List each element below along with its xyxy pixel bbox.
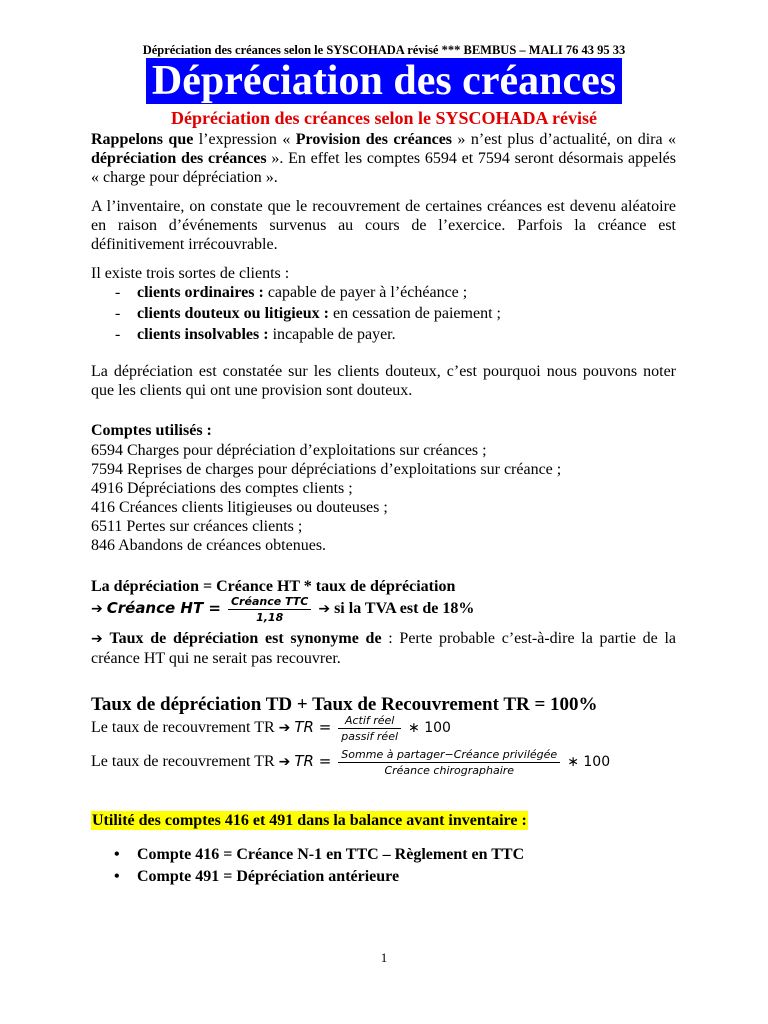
list-item [91,867,676,889]
taux-text: : Perte probable c’est-à-dire la partie de la créance HT qui ne serait pas recouvrer. [91,630,677,667]
account-code: 4916 [91,480,123,497]
bullet-marker: • [114,868,120,885]
account-row [91,498,676,517]
account-row [91,517,676,536]
intro-text-a: l’expression « [193,131,296,148]
page-subtitle: Dépréciation des créances selon le SYSCOHADA révisé [171,108,597,128]
creance-ttc-fraction [228,595,311,624]
tr-fraction-1 [338,714,401,743]
page-number: 1 [380,950,388,965]
taux-definition [91,629,676,668]
creance-ht-formula [91,595,676,627]
account-label: Pertes sur créances clients ; [126,518,303,535]
utilite-item-text: Compte 491 = Dépréciation antérieure [137,868,400,885]
right-arrow-icon: ➔ [278,754,291,771]
account-row [91,460,676,479]
creance-ht-lhs: Créance HT = [106,599,221,618]
intro-paragraph-2: A l’inventaire, on constate que le recouvrement de certaines créances est devenu aléatoire en raison d’événements survenus au cours de l’exercice. Parfois la créance est définitivement irrécouvrable. [91,198,676,253]
dash-marker: - [115,305,121,322]
accounts-heading: Comptes utilisés : [91,422,212,439]
clients-intro: Il existe trois sortes de clients : [91,265,290,282]
dash-marker: - [115,284,121,301]
account-code: 7594 [91,461,123,478]
right-arrow-icon: ➔ [91,631,103,647]
account-label: Créances clients litigieuses ou douteuses ; [119,499,388,516]
accounts-list [91,441,676,555]
tr-fraction-2 [338,748,560,777]
list-item [91,325,676,346]
client-type-label: clients douteux ou litigieux : [137,305,330,322]
list-item [91,283,676,304]
fraction-numerator: Somme à partager−Créance privilégée [341,748,558,761]
right-arrow-icon: ➔ [91,601,103,618]
utilite-list [91,845,676,889]
depreciation-formula: La dépréciation = Créance HT * taux de dépréciation [91,578,456,595]
page-title: Dépréciation des créances [146,58,622,104]
account-label: Abandons de créances obtenues. [118,537,327,554]
tr-lhs: TR = [294,718,332,737]
tr-label: Le taux de recouvrement TR [91,719,275,737]
client-type-text: en cessation de paiement ; [329,305,501,322]
account-label: Dépréciations des comptes clients ; [127,480,353,497]
account-code: 6594 [91,442,123,459]
client-type-text: incapable de payer. [268,326,396,343]
account-code: 846 [91,537,115,554]
title-wrapper [0,58,768,104]
tr-lhs: TR = [294,752,332,771]
account-code: 416 [91,499,115,516]
tr-formula-2 [91,748,676,782]
utilite-heading: Utilité des comptes 416 et 491 dans la balance avant inventaire : [92,812,527,829]
utilite-heading-row [91,811,676,830]
client-type-label: clients ordinaires : [137,284,264,301]
fraction-numerator: Créance TTC [230,595,309,608]
taux-label: Taux de dépréciation est synonyme de [109,630,382,647]
tr-label: Le taux de recouvrement TR [91,753,275,771]
intro-text-c: » n’est plus d’actualité, on dira « [452,131,677,148]
intro-text-e: ». En effet les comptes 6594 et 7594 seront désormais appelés « charge pour dépréciation ». [91,150,676,186]
running-header: Dépréciation des créances selon le SYSCOHADA révisé *** BEMBUS – MALI 76 43 95 33 [142,43,626,57]
account-row [91,536,676,555]
account-label: Reprises de charges pour dépréciations d’exploitations sur créance ; [127,461,562,478]
account-label: Charges pour dépréciation d’exploitations sur créances ; [127,442,487,459]
td-tr-heading: Taux de dépréciation TD + Taux de Recouvrement TR = 100% [91,694,598,715]
right-arrow-icon: ➔ [318,601,331,618]
intro-lead: Rappelons que [91,131,194,148]
intro-term-new: dépréciation des créances [91,150,267,167]
times-100: ∗ 100 [408,720,451,737]
dash-marker: - [115,326,121,343]
tva-note: si la TVA est de 18% [334,600,475,618]
client-type-text: capable de payer à l’échéance ; [263,284,468,301]
account-code: 6511 [91,518,123,535]
account-row [91,441,676,460]
list-item [91,845,676,867]
clients-note: La dépréciation est constatée sur les clients douteux, c’est pourquoi nous pouvons noter que les clients qui ont une provision sont douteux. [91,363,676,399]
account-row [91,479,676,498]
fraction-denominator: 1,18 [228,609,311,624]
times-100: ∗ 100 [567,754,611,771]
intro-term-old: Provision des créances [295,131,453,148]
bullet-marker: • [114,846,120,863]
clients-list [91,283,676,346]
tr-formula-1 [91,714,676,748]
client-type-label: clients insolvables : [137,326,269,343]
fraction-denominator: passif réel [338,728,401,743]
right-arrow-icon: ➔ [278,720,291,737]
fraction-denominator: Créance chirographaire [338,762,560,777]
utilite-item-text: Compte 416 = Créance N-1 en TTC – Règlement en TTC [137,846,525,863]
fraction-numerator: Actif réel [344,714,395,727]
intro-paragraph-1 [91,130,676,187]
list-item [91,304,676,325]
